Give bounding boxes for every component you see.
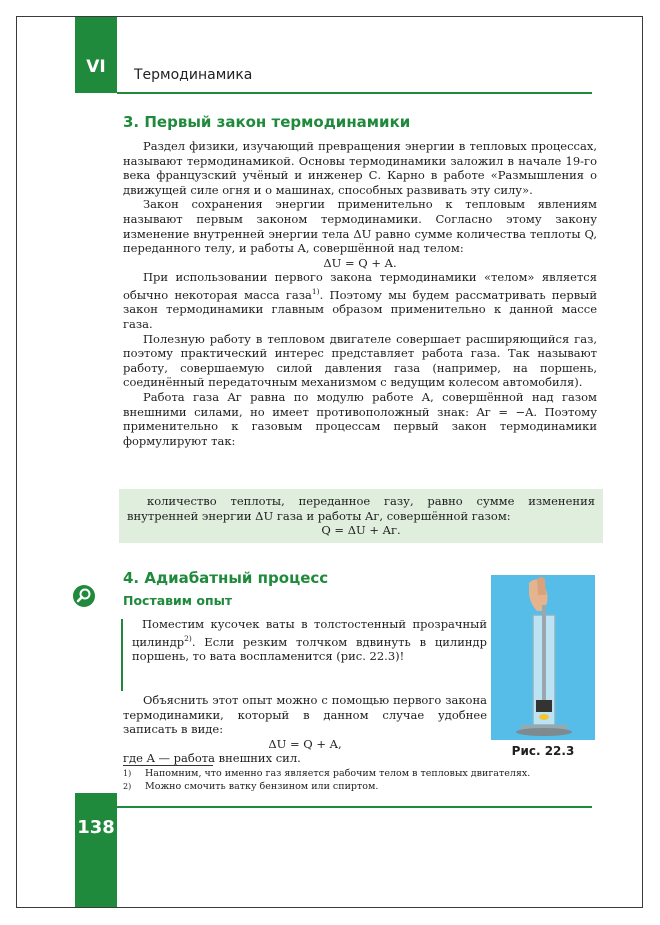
page-number-band [75, 793, 117, 908]
experiment-bar [121, 619, 123, 691]
law-formula: Q = ΔU + Aг. [321, 523, 401, 538]
paragraph: Раздел физики, изучающий превращения энергии в тепловых процессах, называют термодинамикой. Основы термодинамики заложил в начале 19-го века французский учёный и инженер С. Карно в работе «Размышления о движущей силе огня и о машинах, способных развивать эту силу». [123, 139, 597, 197]
experiment-text: Поместим кусочек ваты в толстостенный прозрачный цилиндр$^{2)}$. Если резким толчком вдвинуть в цилиндр поршень, то вата воспламенится (рис. 22.3)! [132, 617, 487, 664]
law-highlight-box [119, 489, 603, 543]
magnifier-icon [73, 585, 95, 607]
figure-caption: Рис. 22.3 [511, 744, 575, 758]
footnote-rule [123, 765, 213, 766]
chapter-band [75, 17, 117, 93]
textbook-page [16, 16, 643, 908]
law-text: количество теплоты, переданное газу, равно сумме изменения внутренней энергии ΔU газа и работы Aг, совершённой газом: [127, 494, 595, 523]
footnote: 2) Можно смочить ватку бензином или спиртом. [123, 780, 379, 792]
paragraph: Объяснить этот опыт можно с помощью первого закона термодинамики, который в данном случае удобнее записать в виде: [123, 693, 487, 737]
formula: ΔU = Q + A. [323, 255, 397, 270]
chapter-number: VI [86, 57, 106, 77]
paragraph: Полезную работу в тепловом двигателе совершает расширяющийся газ, поэтому практический интерес представляет работа газа. Так называют работу, совершаемую силой давления газа (например, на поршень, соединённый передаточным механизмом с ведущим колесом автомобиля). [123, 331, 597, 390]
footnotes [123, 768, 603, 793]
paragraph: Работа газа Aг равна по модулю работе A, совершённой над газом внешними силами, но имеет противоположный знак: Aг = −A. Поэтому применительно к газовым процессам первый закон термодинамики формулируют так: [123, 389, 597, 448]
section-3-title: 3. Первый закон термодинамики [123, 113, 411, 131]
section-4-body [123, 693, 487, 766]
footer-rule [117, 806, 592, 808]
page-number: 138 [77, 817, 115, 838]
paragraph: При использовании первого закона термодинамики «телом» является обычно некоторая масса газа$^{1)}$. Поэтому мы будем рассматривать первый закон термодинамики главным образом применительно к данной массе газа. [123, 270, 598, 331]
section-4-title: 4. Адиабатный процесс [123, 569, 329, 587]
formula: ΔU = Q + A, [268, 736, 342, 751]
paragraph: где A — работа внешних сил. [123, 751, 301, 766]
section-3-body [123, 139, 597, 448]
paragraph: Закон сохранения энергии применительно к тепловым явлениям называют первым законом термодинамики. Согласно этому закону изменение внутренней энергии тела ΔU равно сумме количества теплоты Q, переданного телу, и работы A, совершённой над телом: [123, 197, 597, 256]
footnote: 1) Напомним, что именно газ является рабочим телом в тепловых двигателях. [123, 768, 531, 779]
header-rule [117, 92, 592, 94]
figure-piston-cylinder [491, 575, 595, 740]
experiment-subtitle: Поставим опыт [123, 593, 233, 608]
chapter-title: Термодинамика [134, 67, 253, 83]
